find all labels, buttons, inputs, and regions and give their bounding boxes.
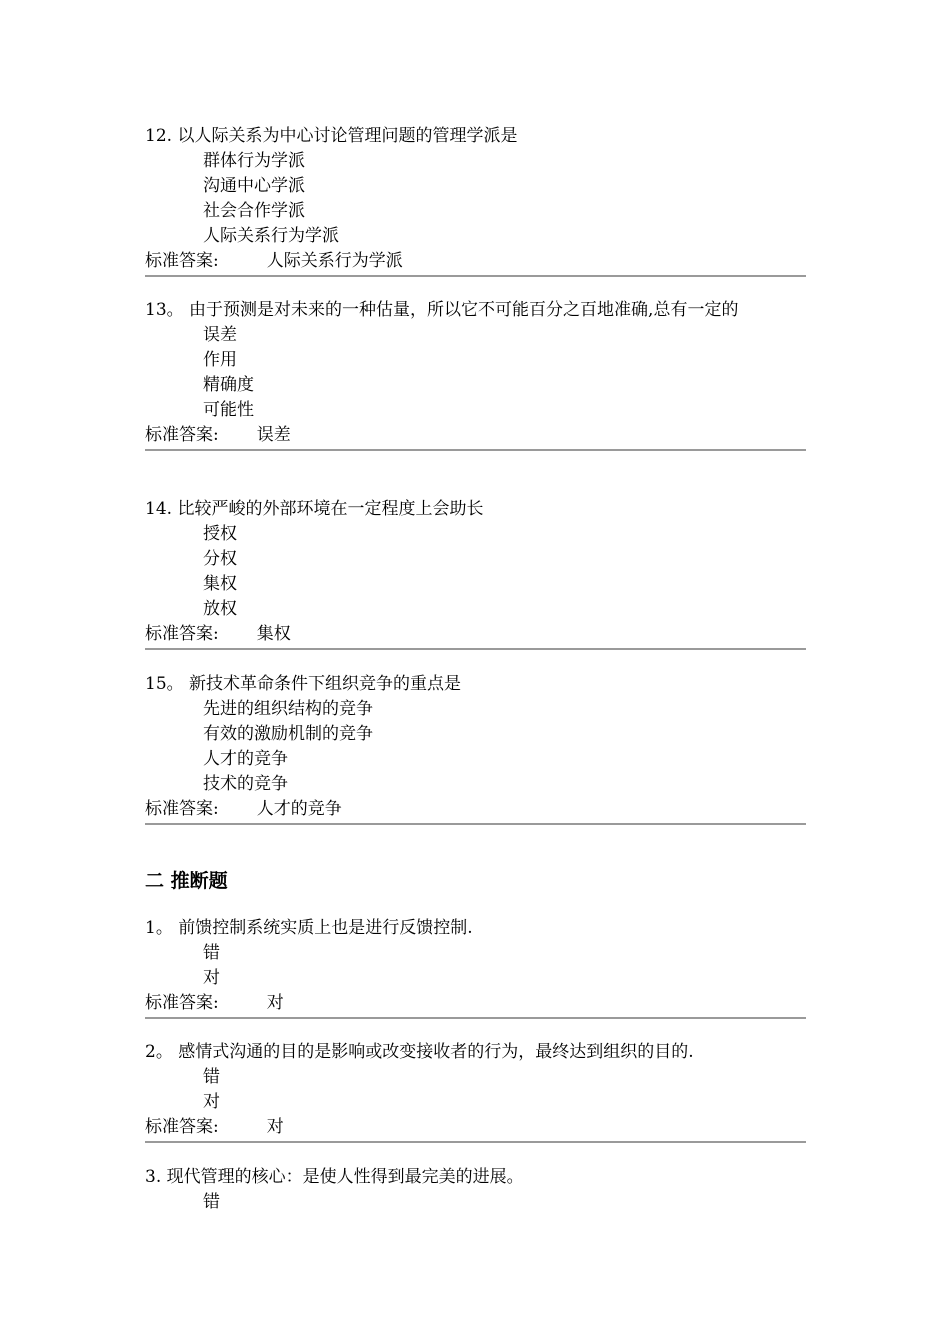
option: 沟通中心学派: [203, 176, 305, 196]
answer-label: 标准答案:: [145, 1117, 219, 1137]
option: 放权: [203, 599, 237, 619]
question-text: 1。 前馈控制系统实质上也是进行反馈控制.: [145, 918, 473, 938]
answer-label: 标准答案:: [145, 251, 219, 271]
judgement-question-1: [145, 916, 806, 1019]
question-text: 14. 比较严峻的外部环境在一定程度上会助长: [145, 499, 484, 519]
option: 错: [203, 1192, 220, 1212]
answer-line: [145, 249, 806, 274]
answer-value: 误差: [256, 425, 291, 445]
answer-line: [145, 991, 806, 1016]
option: 授权: [203, 524, 237, 544]
option: 群体行为学派: [203, 151, 305, 171]
option: 人际关系行为学派: [203, 226, 339, 246]
option: 分权: [203, 549, 237, 569]
option: 社会合作学派: [203, 201, 305, 221]
answer-value: 集权: [256, 624, 291, 644]
question-text: 13。 由于预测是对未来的一种估量，所以它不可能百分之百地准确,总有一定的: [145, 300, 739, 320]
question-text: 2。 感情式沟通的目的是影响或改变接收者的行为，最终达到组织的目的.: [145, 1042, 694, 1062]
option: 精确度: [203, 375, 254, 395]
question-text: 3. 现代管理的核心：是使人性得到最完美的进展。: [145, 1167, 524, 1187]
divider: [145, 1017, 806, 1019]
question-15: [145, 672, 806, 825]
option: 先进的组织结构的竞争: [203, 699, 373, 719]
answer-label: 标准答案:: [145, 425, 219, 445]
option: 人才的竞争: [203, 749, 288, 769]
option: 错: [203, 1067, 220, 1087]
option: 有效的激励机制的竞争: [203, 724, 373, 744]
answer-label: 标准答案:: [145, 624, 219, 644]
divider: [145, 275, 806, 277]
answer-label: 标准答案:: [145, 799, 219, 819]
judgement-question-2: [145, 1040, 806, 1143]
answer-label: 标准答案:: [145, 993, 219, 1013]
option: 对: [203, 968, 220, 988]
option: 错: [203, 943, 220, 963]
answer-line: [145, 622, 806, 647]
answer-value: 人才的竞争: [256, 799, 342, 819]
answer-line: [145, 423, 806, 448]
divider: [145, 1141, 806, 1143]
answer-value: 对: [266, 993, 284, 1013]
answer-line: [145, 1115, 806, 1140]
option: 误差: [203, 325, 237, 345]
question-text: 12. 以人际关系为中心讨论管理问题的管理学派是: [145, 126, 518, 146]
question-14: [145, 497, 806, 650]
answer-value: 人际关系行为学派: [266, 251, 403, 271]
divider: [145, 449, 806, 451]
judgement-question-3: [145, 1165, 806, 1215]
option: 对: [203, 1092, 220, 1112]
question-12: [145, 124, 806, 277]
section-title: 二 推断题: [145, 870, 228, 892]
divider: [145, 648, 806, 650]
divider: [145, 823, 806, 825]
option: 可能性: [203, 400, 254, 420]
answer-line: [145, 797, 806, 822]
question-13: [145, 298, 806, 451]
question-text: 15。 新技术革命条件下组织竞争的重点是: [145, 674, 462, 694]
answer-value: 对: [266, 1117, 284, 1137]
option: 集权: [203, 574, 237, 594]
option: 作用: [203, 350, 237, 370]
option: 技术的竞争: [203, 774, 288, 794]
